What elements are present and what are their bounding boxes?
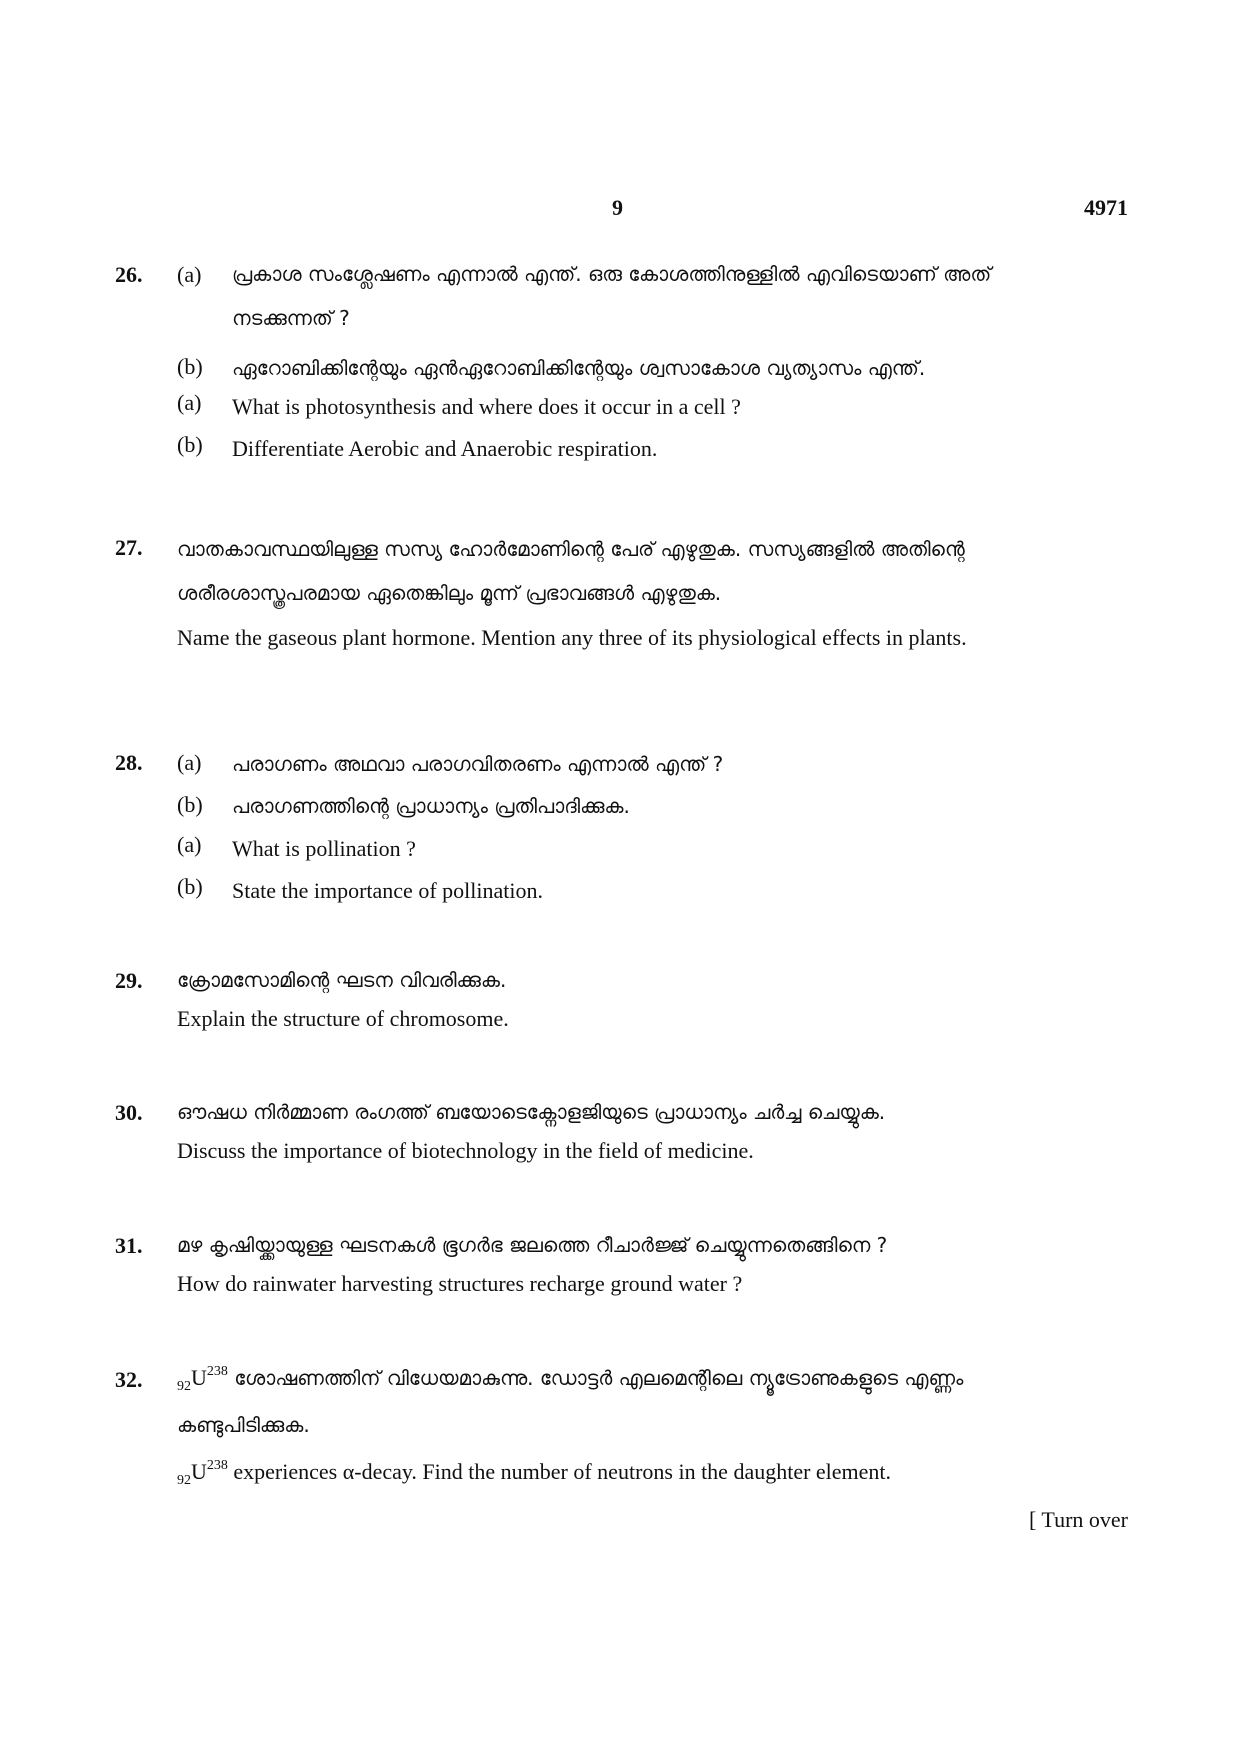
sub-question-en-a xyxy=(177,390,1065,424)
sub-label: (b) xyxy=(177,874,203,899)
atomic-number: 92 xyxy=(177,1379,191,1394)
malayalam-text: മഴ കൃഷിയ്ക്കായുള്ള ഘടനകൾ ഭൂഗർഭ ജലത്തെ റീചാർജ്ജ് ചെയ്യുന്നതെങ്ങിനെ ? xyxy=(177,1233,888,1257)
sub-label: (a) xyxy=(177,390,202,415)
sub-question-ml-b xyxy=(177,784,1065,828)
paper-code: 4971 xyxy=(1084,195,1128,220)
english-text: Name the gaseous plant hormone. Mention any three of its physiological effects in plants. xyxy=(177,625,967,650)
sub-label: (a) xyxy=(177,262,202,287)
english-text: What is pollination ? xyxy=(232,836,416,861)
question-number: 30. xyxy=(115,1100,143,1125)
question-number: 27. xyxy=(115,535,143,560)
question-number: 32. xyxy=(115,1367,143,1392)
page-number: 9 xyxy=(612,195,623,220)
question-number: 29. xyxy=(115,968,143,993)
malayalam-text xyxy=(177,1355,1065,1447)
english-text: Differentiate Aerobic and Anaerobic respiration. xyxy=(232,436,658,461)
english-text: Explain the structure of chromosome. xyxy=(177,1006,509,1031)
question-number: 28. xyxy=(115,750,143,775)
question-body xyxy=(177,1090,1065,1167)
malayalam-text: പ്രകാശ സംശ്ലേഷണം എന്നാൽ എന്ത്. ഒരു കോശത്തിനുള്ളിൽ എവിടെയാണ് അത് നടക്കുന്നത് ? xyxy=(232,262,992,330)
element-symbol: U xyxy=(191,1459,207,1484)
question-body xyxy=(177,958,1065,1035)
element-symbol: U xyxy=(191,1365,207,1390)
atomic-number: 92 xyxy=(177,1473,191,1488)
english-text: How do rainwater harvesting structures recharge ground water ? xyxy=(177,1271,743,1296)
english-question: experiences α-decay. Find the number of neutrons in the daughter element. xyxy=(227,1459,892,1484)
isotope-notation xyxy=(177,1458,228,1488)
english-text xyxy=(177,1449,1065,1497)
mass-number: 238 xyxy=(206,1458,228,1473)
malayalam-text: പരാഗണത്തിന്റെ പ്രാധാന്യം പ്രതിപാദിക്കുക. xyxy=(232,794,630,818)
sub-question-en-b xyxy=(177,432,1065,466)
isotope-notation xyxy=(177,1364,228,1394)
english-text: What is photosynthesis and where does it occur in a cell ? xyxy=(232,394,741,419)
sub-label: (b) xyxy=(177,354,203,379)
question-number: 26. xyxy=(115,262,143,287)
sub-label: (b) xyxy=(177,432,203,457)
sub-label: (a) xyxy=(177,832,202,857)
sub-question-ml-a xyxy=(177,742,1065,786)
sub-label: (a) xyxy=(177,750,202,775)
english-text: State the importance of pollination. xyxy=(232,878,543,903)
question-body xyxy=(177,750,1065,908)
question-body xyxy=(177,1355,1065,1497)
turn-over-note: [ Turn over xyxy=(1028,1507,1128,1532)
malayalam-text: ഏറോബിക്കിന്റേയും ഏൻഏറോബിക്കിന്റേയും ശ്വസാകോശ വ്യത്യാസം എന്ത്. xyxy=(232,356,926,380)
question-body xyxy=(177,1223,1065,1300)
sub-question-ml-a xyxy=(177,252,1065,340)
question-body xyxy=(177,262,1065,466)
english-text: Discuss the importance of biotechnology in the field of medicine. xyxy=(177,1138,754,1163)
malayalam-text: വാതകാവസ്ഥയിലുള്ള സസ്യ ഹോർമോണിന്റെ പേര് എഴുതുക. സസ്യങ്ങളിൽ അതിന്റെ ശരീരശാസ്ത്രപരമായ ഏതെങ്കിലും മൂന്ന് പ്രഭാവങ്ങൾ എഴുതുക. xyxy=(177,537,965,605)
malayalam-text: ഔഷധ നിർമ്മാണ രംഗത്ത് ബയോടെക്നോളജിയുടെ പ്രാധാന്യം ചർച്ച ചെയ്യുക. xyxy=(177,1100,886,1124)
sub-label: (b) xyxy=(177,792,203,817)
mass-number: 238 xyxy=(206,1364,228,1379)
sub-question-ml-b xyxy=(177,346,1065,390)
malayalam-text: പരാഗണം അഥവാ പരാഗവിതരണം എന്നാൽ എന്ത് ? xyxy=(232,752,724,776)
sub-question-en-b xyxy=(177,874,1065,908)
malayalam-text: ക്രോമസോമിന്റെ ഘടന വിവരിക്കുക. xyxy=(177,968,507,992)
malayalam-question: ശോഷണത്തിന് വിധേയമാകുന്നു. ഡോട്ടർ എലമെന്റിലെ ന്യൂട്രോണുകളുടെ എണ്ണം കണ്ടുപിടിക്കുക. xyxy=(177,1366,964,1437)
question-body xyxy=(177,527,1065,654)
sub-question-en-a xyxy=(177,832,1065,866)
question-number: 31. xyxy=(115,1233,143,1258)
